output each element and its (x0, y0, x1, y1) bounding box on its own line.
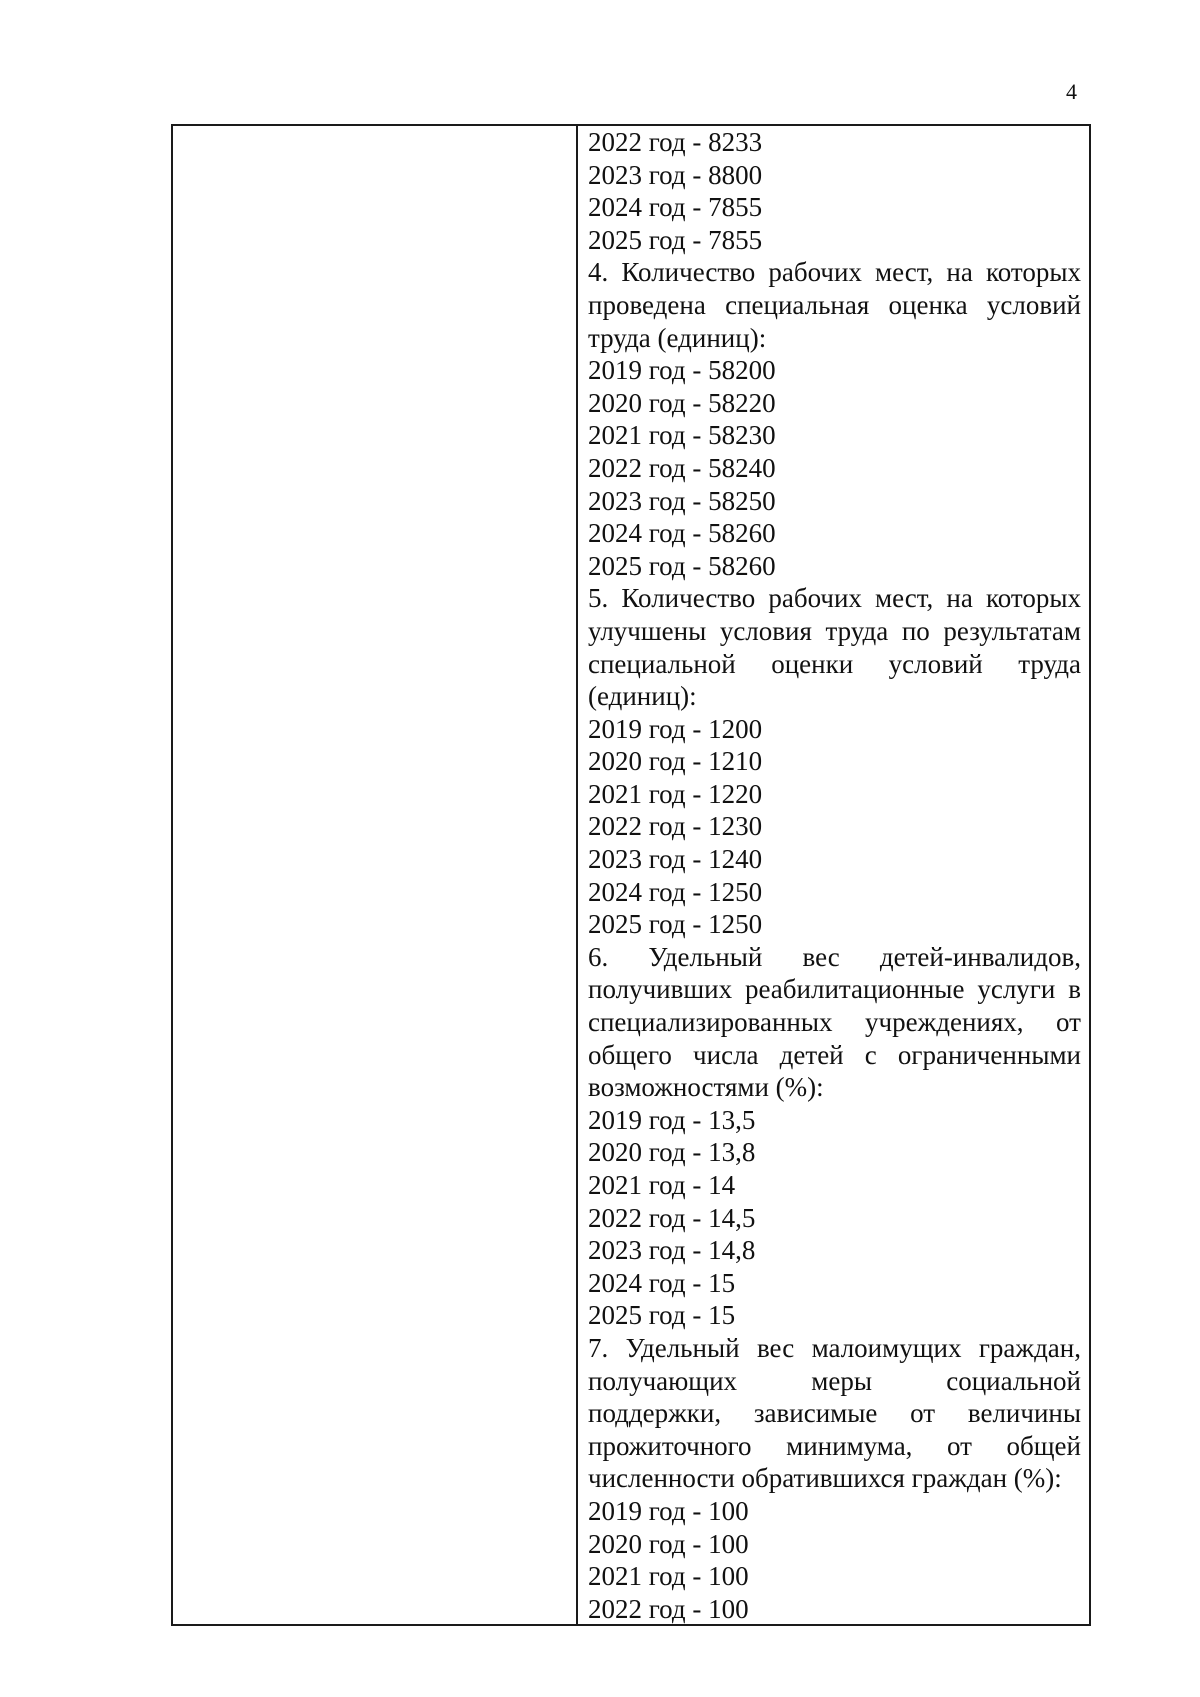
value-line: 2023 год - 1240 (588, 844, 763, 875)
value-line: 2020 год - 1210 (588, 746, 763, 777)
value-line: 2025 год - 58260 (588, 550, 776, 581)
value-line: 2024 год - 58260 (588, 518, 776, 549)
value-line: 2023 год - 8800 (588, 159, 763, 190)
value-line: 2019 год - 13,5 (588, 1104, 756, 1135)
value-line: 2022 год - 1230 (588, 811, 763, 842)
indicators-table (171, 124, 1091, 1626)
value-line: 2022 год - 8233 (588, 127, 763, 157)
value-line: 2021 год - 1220 (588, 778, 763, 809)
value-line: 2024 год - 7855 (588, 192, 763, 223)
value-line: 2022 год - 58240 (588, 452, 776, 483)
value-line: 2020 год - 58220 (588, 387, 776, 418)
value-line: 2021 год - 100 (588, 1561, 749, 1592)
value-line: 2024 год - 1250 (588, 876, 763, 907)
value-line: 2021 год - 58230 (588, 420, 776, 451)
value-line: 2023 год - 14,8 (588, 1235, 756, 1266)
indicator-heading-7: 7. Удельный вес малоимущих граждан, получающих меры социальной поддержки, зависимые от величины прожиточного минимума, от общей численности обратившихся граждан (%): (588, 1332, 1081, 1494)
table-left-cell (173, 126, 578, 1624)
value-line: 2022 год - 14,5 (588, 1202, 756, 1233)
page-number: 4 (1066, 79, 1077, 104)
indicator-heading-4: 4. Количество рабочих мест, на которых проведена специальная оценка условий труда (единиц): (588, 257, 1081, 353)
table-right-cell (578, 126, 1089, 1624)
value-line: 2025 год - 7855 (588, 224, 763, 255)
value-line: 2021 год - 14 (588, 1170, 736, 1200)
value-line: 2022 год - 100 (588, 1593, 749, 1624)
value-line: 2025 год - 15 (588, 1300, 736, 1331)
value-line: 2020 год - 100 (588, 1528, 749, 1559)
value-line: 2019 год - 1200 (588, 713, 763, 744)
value-line: 2024 год - 15 (588, 1267, 736, 1298)
value-line: 2019 год - 58200 (588, 355, 776, 386)
value-line: 2025 год - 1250 (588, 909, 763, 940)
indicator-heading-6: 6. Удельный вес детей-инвалидов, получивших реабилитационные услуги в специализированных учреждениях, от общего числа детей с ограниченными возможностями (%): (588, 941, 1081, 1103)
value-line: 2023 год - 58250 (588, 485, 776, 516)
value-line: 2020 год - 13,8 (588, 1137, 756, 1168)
indicator-heading-5: 5. Количество рабочих мест, на которых улучшены условия труда по результатам специальной оценки условий труда (единиц): (588, 583, 1081, 712)
value-line: 2019 год - 100 (588, 1495, 749, 1526)
